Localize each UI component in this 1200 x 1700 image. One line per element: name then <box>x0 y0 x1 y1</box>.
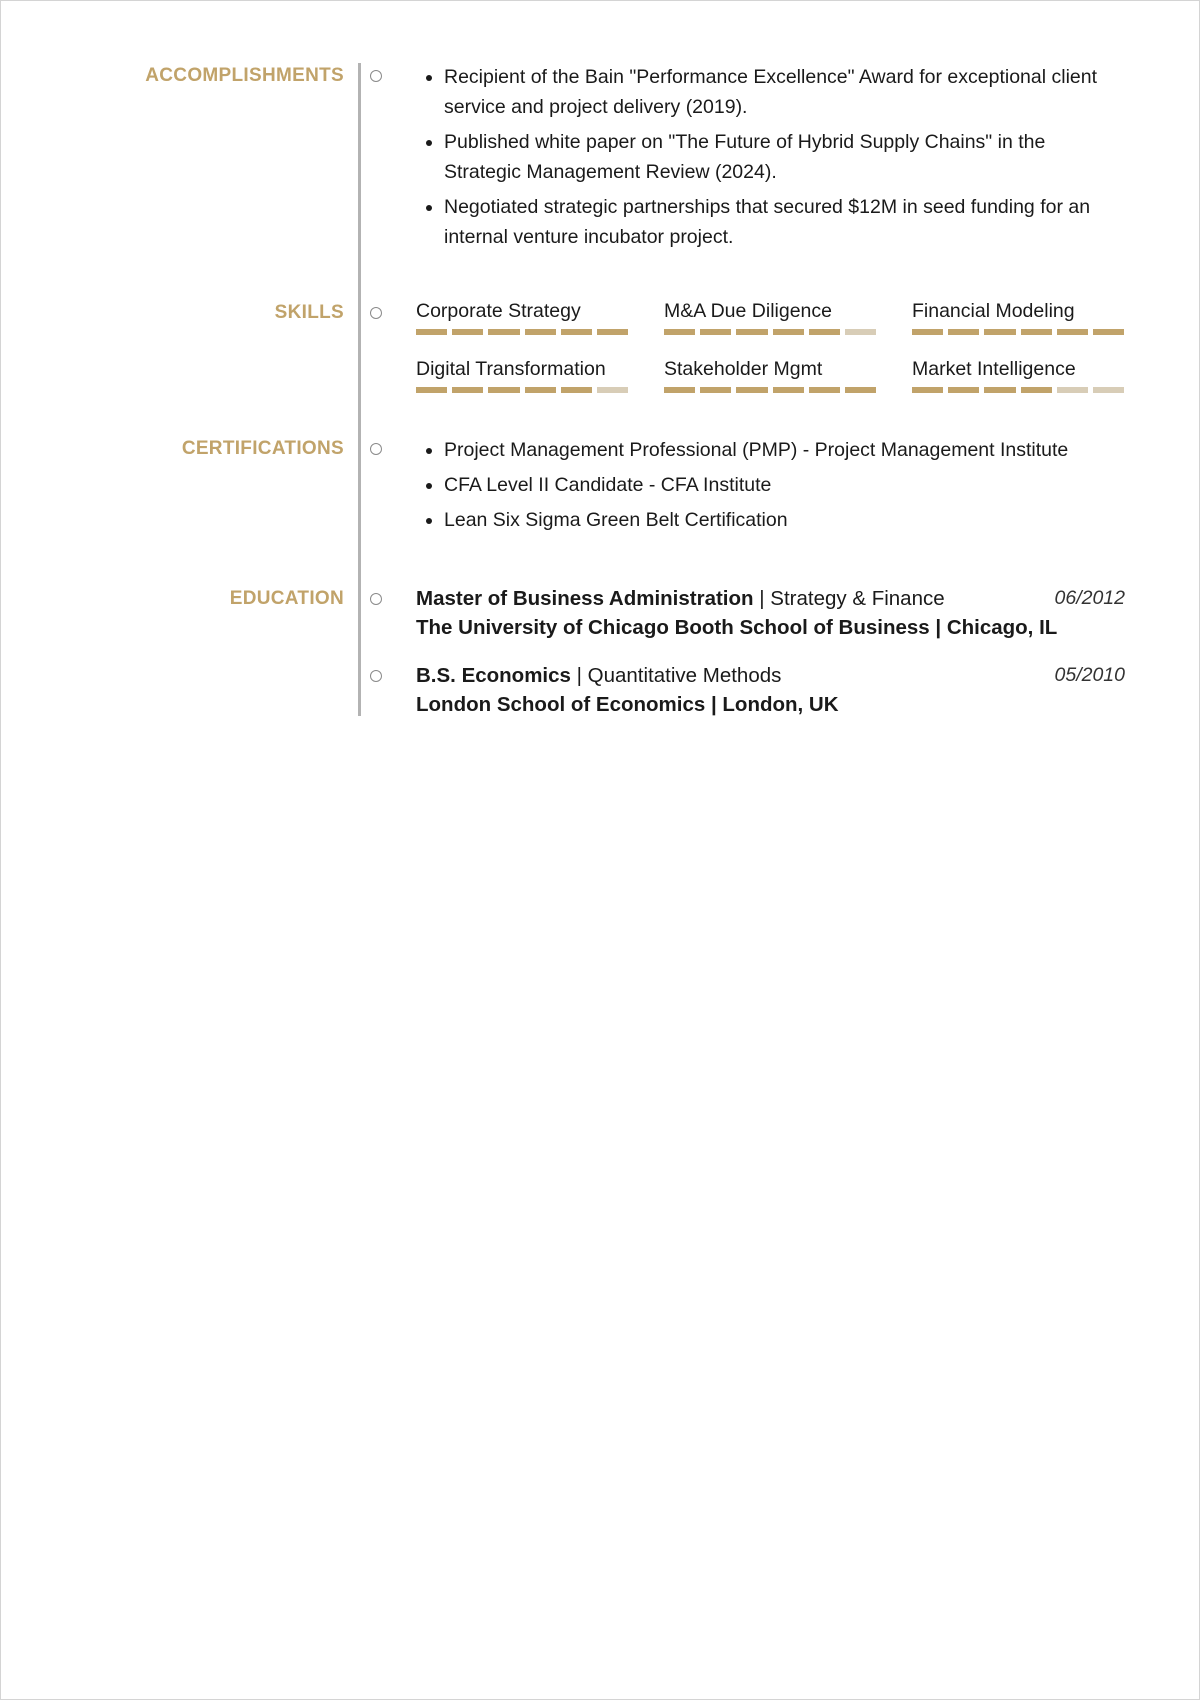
graduation-date: 05/2010 <box>1054 664 1125 686</box>
list-item: • Negotiated strategic partnerships that secured $12M in seed funding for an internal venture incubator project. <box>444 192 1125 252</box>
skill-segment-filled <box>948 387 979 393</box>
skill-segment-empty <box>597 387 628 393</box>
skill-name: Stakeholder Mgmt <box>664 358 823 380</box>
accomplishments-content <box>416 62 1125 252</box>
list-item: • CFA Level II Candidate - CFA Institute <box>444 470 1125 500</box>
skill-segment-filled <box>416 329 447 335</box>
degree: Master of Business Administration <box>416 587 754 610</box>
timeline-dot-icon <box>370 70 382 82</box>
skill-segment-filled <box>912 329 943 335</box>
skill-segment-empty <box>1093 387 1124 393</box>
skill-segment-filled <box>773 387 804 393</box>
skill-segment-filled <box>1021 329 1052 335</box>
separator: | <box>753 587 771 610</box>
skill-segment-empty <box>845 329 876 335</box>
skill-segment-filled <box>700 329 731 335</box>
certifications-content <box>416 435 1125 535</box>
field-of-study: Strategy & Finance <box>770 587 945 610</box>
skill-segment-filled <box>525 387 556 393</box>
skill-segment-filled <box>736 329 767 335</box>
section-title-certifications: CERTIFICATIONS <box>181 438 344 459</box>
skill-level-bar <box>664 329 876 335</box>
skill-level-bar <box>912 329 1124 335</box>
skill-segment-filled <box>1093 329 1124 335</box>
skill-segment-filled <box>597 329 628 335</box>
school: London School of Economics | London, UK <box>416 693 839 716</box>
separator: | <box>570 664 588 687</box>
skill-name: Financial Modeling <box>912 300 1075 322</box>
skill-segment-filled <box>1021 387 1052 393</box>
skill-item <box>912 357 1124 393</box>
timeline-dot-icon <box>370 670 382 682</box>
skill-segment-filled <box>700 387 731 393</box>
skill-segment-filled <box>948 329 979 335</box>
timeline-dot-icon <box>370 307 382 319</box>
skill-segment-filled <box>416 387 447 393</box>
skill-name: M&A Due Diligence <box>664 300 832 322</box>
skill-segment-filled <box>452 329 483 335</box>
education-entry <box>416 661 1125 719</box>
section-title-education: EDUCATION <box>229 588 344 609</box>
skill-level-bar <box>912 387 1124 393</box>
skill-segment-filled <box>664 387 695 393</box>
skill-segment-filled <box>488 329 519 335</box>
skill-item <box>664 299 876 335</box>
skill-segment-filled <box>809 329 840 335</box>
skill-name: Corporate Strategy <box>416 300 581 322</box>
skill-item <box>416 299 628 335</box>
skill-name: Market Intelligence <box>912 358 1076 380</box>
skill-segment-filled <box>809 387 840 393</box>
education-content <box>416 584 1125 719</box>
skill-segment-filled <box>1057 329 1088 335</box>
field-of-study: Quantitative Methods <box>587 664 782 687</box>
skill-segment-filled <box>984 329 1015 335</box>
list-item: • Project Management Professional (PMP) - Project Management Institute <box>444 435 1125 465</box>
skill-level-bar <box>416 387 628 393</box>
skill-level-bar <box>416 329 628 335</box>
education-entry <box>416 584 1125 642</box>
skill-segment-filled <box>664 329 695 335</box>
section-title-skills: SKILLS <box>274 302 344 323</box>
timeline-line <box>358 63 361 716</box>
skill-item <box>912 299 1124 335</box>
skill-segment-filled <box>984 387 1015 393</box>
skill-segment-filled <box>845 387 876 393</box>
list-item: • Lean Six Sigma Green Belt Certification <box>444 505 1125 535</box>
list-item: • Published white paper on "The Future of Hybrid Supply Chains" in the Strategic Management Review (2024). <box>444 127 1125 187</box>
skill-segment-empty <box>1057 387 1088 393</box>
skill-segment-filled <box>736 387 767 393</box>
graduation-date: 06/2012 <box>1054 587 1125 609</box>
list-item: • Recipient of the Bain "Performance Excellence" Award for exceptional client service and project delivery (2019). <box>444 62 1125 122</box>
skill-segment-filled <box>561 329 592 335</box>
skill-segment-filled <box>773 329 804 335</box>
skill-segment-filled <box>488 387 519 393</box>
section-title-accomplishments: ACCOMPLISHMENTS <box>145 65 344 86</box>
timeline-dot-icon <box>370 593 382 605</box>
skill-name: Digital Transformation <box>416 358 606 380</box>
skill-segment-filled <box>561 387 592 393</box>
skill-level-bar <box>664 387 876 393</box>
degree: B.S. Economics <box>416 664 571 687</box>
timeline-dot-icon <box>370 443 382 455</box>
skill-item <box>664 357 876 393</box>
skill-item <box>416 357 628 393</box>
skill-segment-filled <box>912 387 943 393</box>
skills-content <box>416 299 1125 393</box>
skills-grid <box>416 299 1125 393</box>
school: The University of Chicago Booth School of Business | Chicago, IL <box>416 616 1058 639</box>
skill-segment-filled <box>452 387 483 393</box>
skill-segment-filled <box>525 329 556 335</box>
